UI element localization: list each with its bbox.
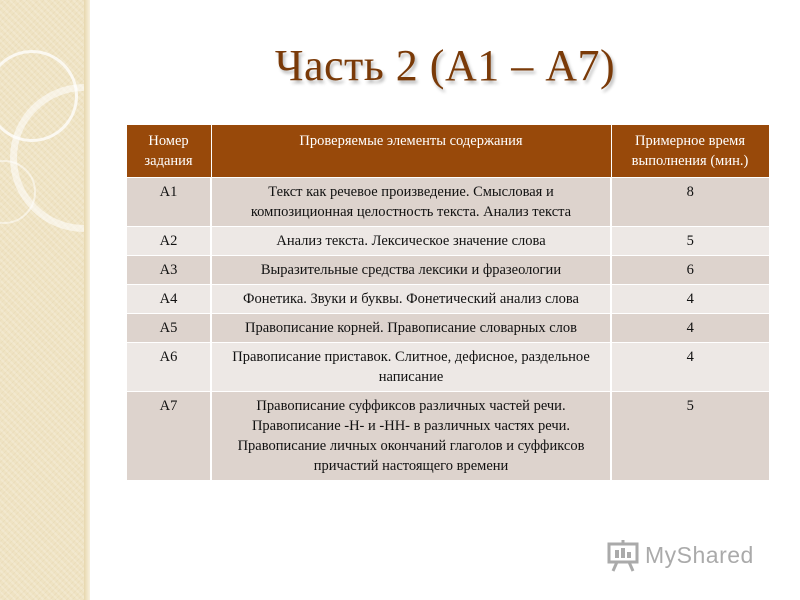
table-header-row <box>126 125 769 178</box>
task-number-cell: А1 <box>126 178 211 227</box>
table-row <box>126 314 769 343</box>
time-cell: 5 <box>611 392 769 481</box>
table-row <box>126 343 769 392</box>
task-number-cell: А7 <box>126 392 211 481</box>
slide-title: Часть 2 (А1 – А7) <box>274 41 616 90</box>
time-cell: 4 <box>611 343 769 392</box>
table-row <box>126 256 769 285</box>
table-row <box>126 227 769 256</box>
time-cell: 8 <box>611 178 769 227</box>
watermark-text: MyShared <box>645 541 754 568</box>
table-row <box>126 285 769 314</box>
table-row <box>126 392 769 481</box>
presentation-board-icon <box>607 538 641 572</box>
task-number-cell: А3 <box>126 256 211 285</box>
table-row <box>126 178 769 227</box>
task-number-cell: А4 <box>126 285 211 314</box>
content-table <box>125 124 770 481</box>
header-content-elements: Проверяемые элементы содержания <box>211 125 611 178</box>
time-cell: 4 <box>611 314 769 343</box>
header-task-number: Номер задания <box>126 125 211 178</box>
content-cell: Правописание корней. Правописание словарных слов <box>211 314 611 343</box>
watermark-logo <box>607 538 754 572</box>
time-cell: 6 <box>611 256 769 285</box>
task-number-cell: А2 <box>126 227 211 256</box>
content-cell: Выразительные средства лексики и фразеологии <box>211 256 611 285</box>
decorative-side-band <box>0 0 84 600</box>
content-cell: Фонетика. Звуки и буквы. Фонетический анализ слова <box>211 285 611 314</box>
content-cell: Правописание суффиксов различных частей речи. Правописание -Н- и -НН- в различных частях речи. Правописание личных окончаний глаголов и суффиксов причастий настоящего времени <box>211 392 611 481</box>
header-estimated-time: Примерное время выполнения (мин.) <box>611 125 769 178</box>
time-cell: 5 <box>611 227 769 256</box>
task-number-cell: А5 <box>126 314 211 343</box>
time-cell: 4 <box>611 285 769 314</box>
task-number-cell: А6 <box>126 343 211 392</box>
content-cell: Текст как речевое произведение. Смысловая и композиционная целостность текста. Анализ текста <box>211 178 611 227</box>
content-cell: Анализ текста. Лексическое значение слова <box>211 227 611 256</box>
content-cell: Правописание приставок. Слитное, дефисное, раздельное написание <box>211 343 611 392</box>
